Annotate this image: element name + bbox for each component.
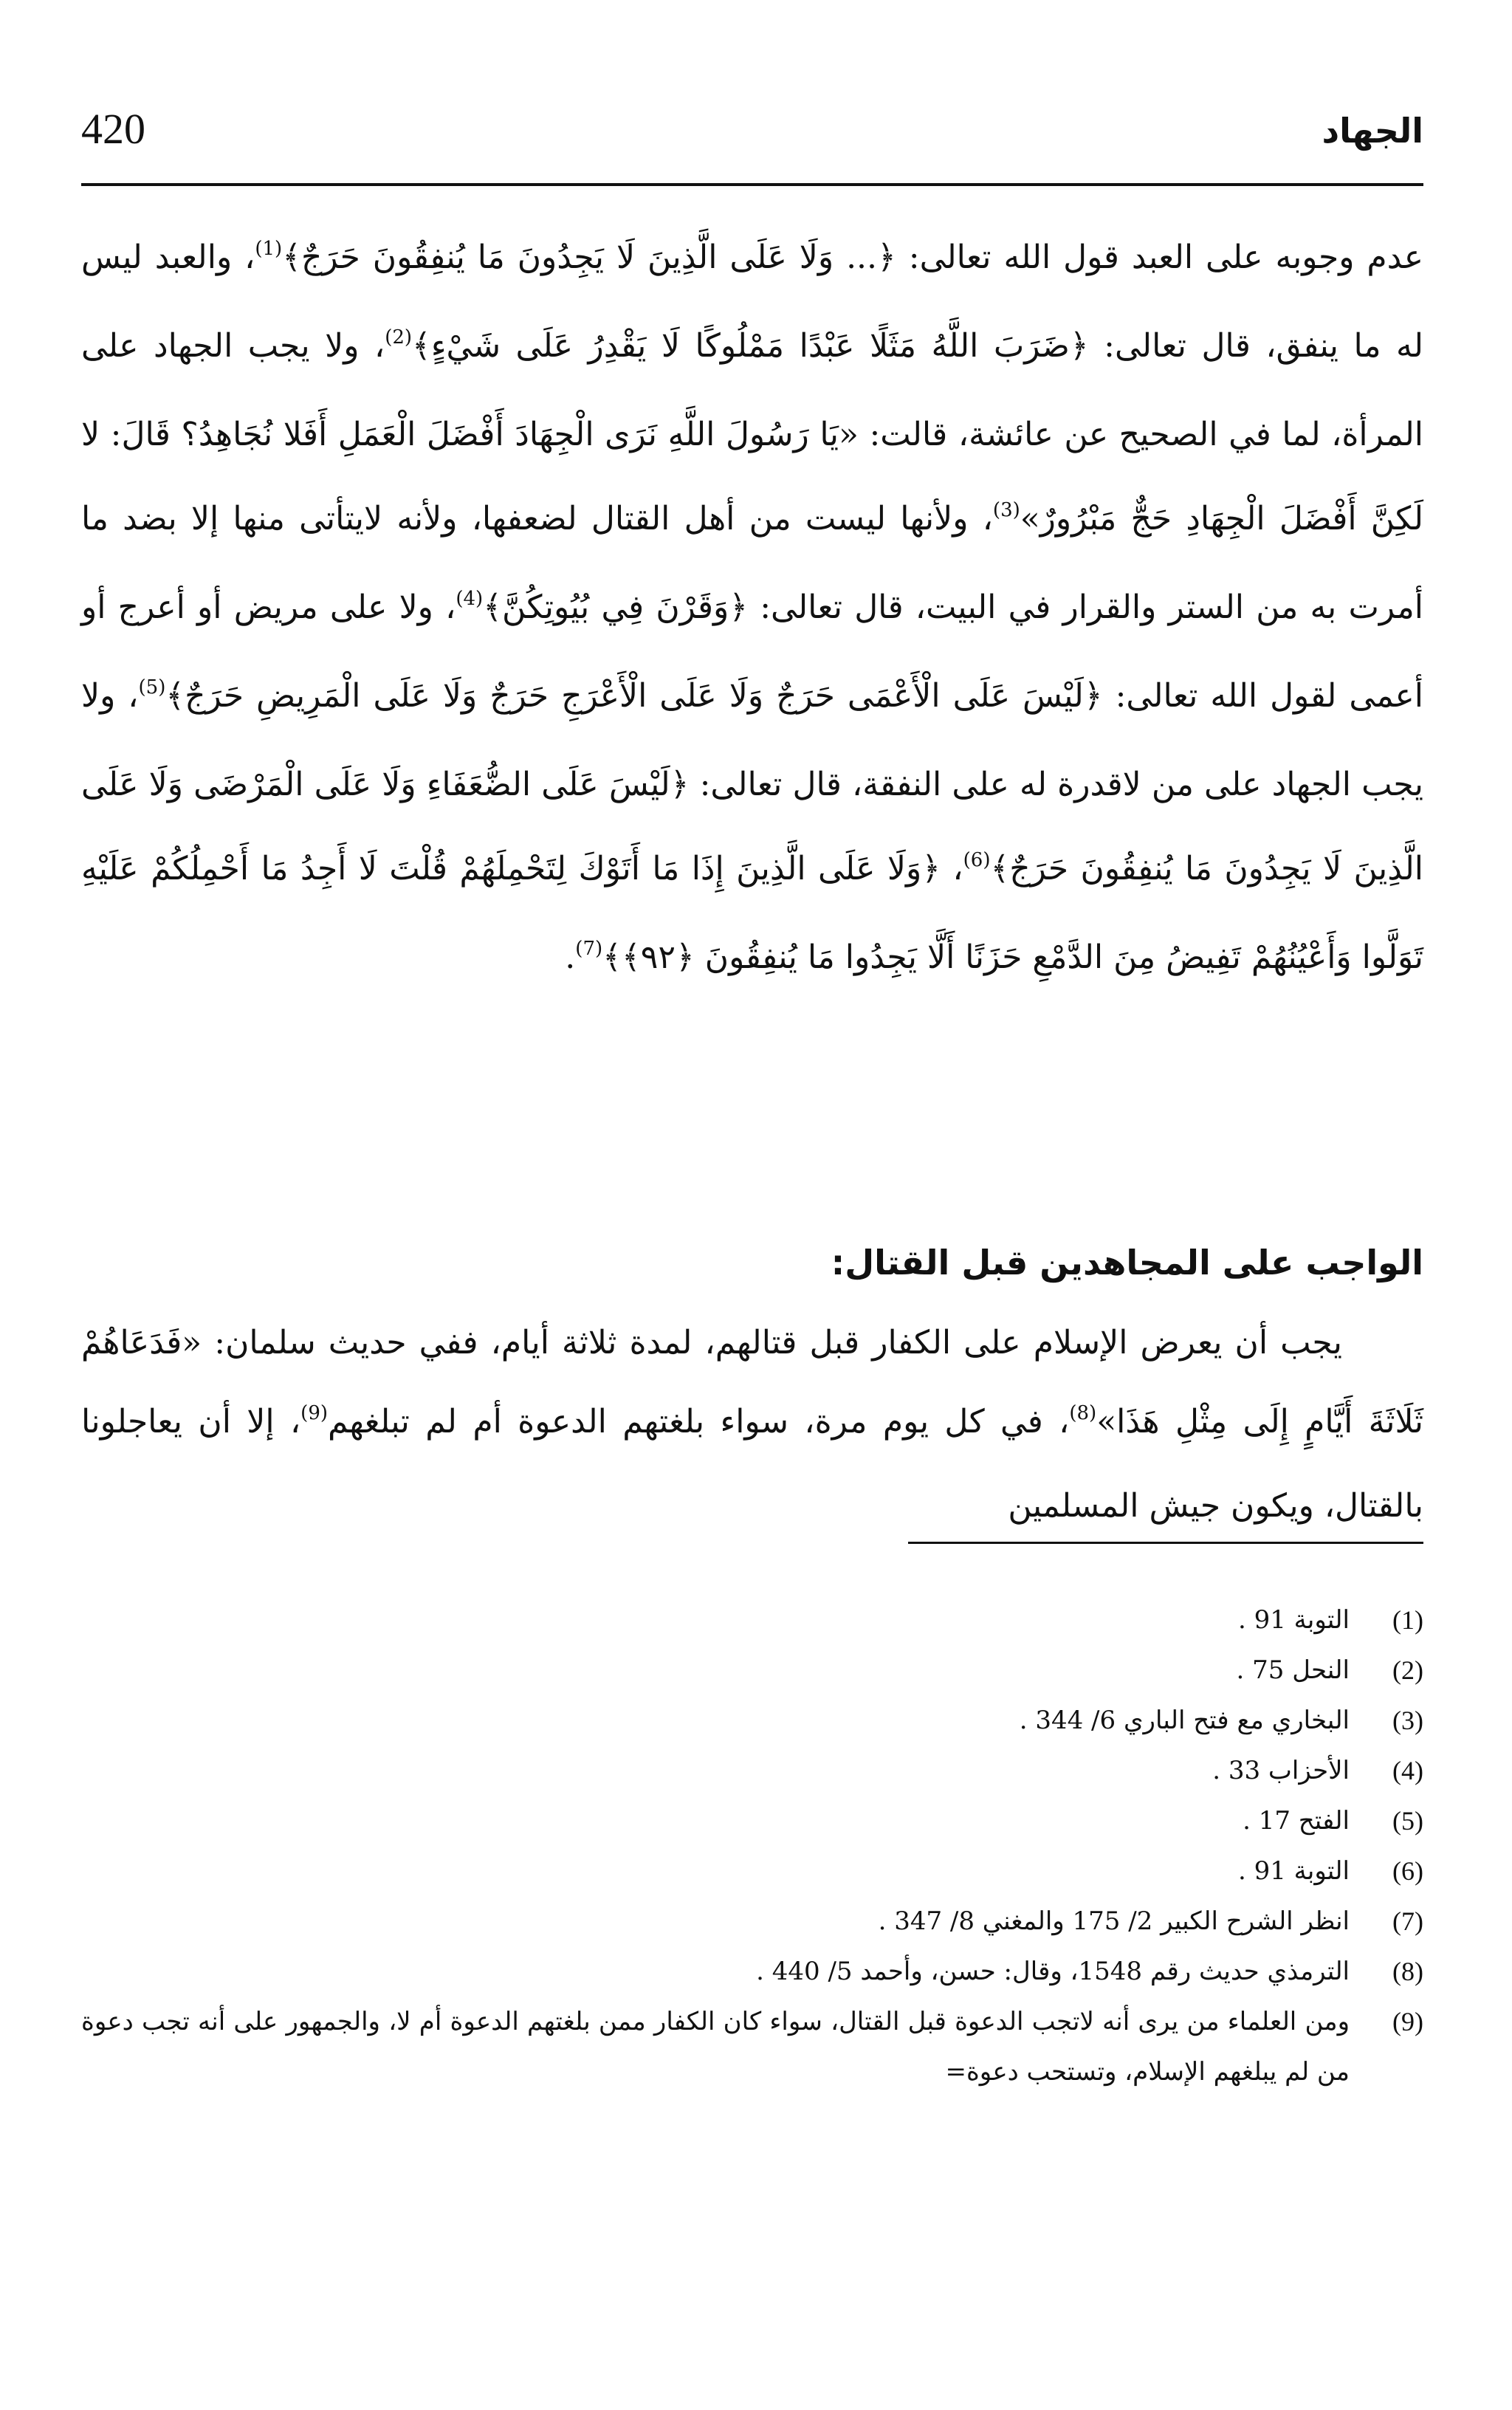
footnote-item — [81, 1946, 1423, 1997]
footnote-text: ومن العلماء من يرى أنه لاتجب الدعوة قبل القتال، سواء كان الكفار ممن بلغتهم الدعوة أم لا، والجمهور على أنه تجب دعوة من لم يبلغهم الإسلام، وتستحب دعوة= — [81, 2007, 1350, 2087]
footnote-ref[interactable]: (5) — [138, 676, 166, 698]
footnote-number: (4) — [1392, 1756, 1423, 1785]
footnote-item — [81, 1695, 1423, 1745]
footnote-text: التوبة 91 . — [1237, 1605, 1350, 1635]
text-segment: ، إلا أن يعاجلونا بالقتال، ويكون جيش المسلمين — [81, 1403, 1423, 1525]
footnote-item — [81, 1896, 1423, 1946]
footnote-text: التوبة 91 . — [1237, 1856, 1350, 1886]
text-segment: عدم وجوبه على العبد قول الله تعالى: — [896, 238, 1423, 276]
text-segment: ، ولا على مريض أو أعرج أو أعمى لقول الله تعالى: — [81, 588, 1424, 715]
footnote-number: (2) — [1392, 1655, 1423, 1685]
quran-verse: ﴿وَلَا عَلَى الَّذِينَ إِذَا مَا أَتَوْكَ لِتَحْمِلَهُمْ قُلْتَ لَا أَجِدُ مَا أَحْمِلُكُمْ عَلَيْهِ تَوَلَّوا وَأَعْيُنُهُمْ تَفِيضُ مِنَ الدَّمْعِ حَزَنًا أَلَّا يَجِدُوا مَا يُنفِقُونَ ﴿٩٢﴾﴾ — [81, 850, 1423, 976]
footnote-item — [81, 1997, 1423, 2097]
footnote-text: الترمذي حديث رقم 1548، وقال: حسن، وأحمد 5/ 440 . — [756, 1957, 1350, 1986]
quran-verse: ﴿ضَرَبَ اللَّهُ مَثَلًا عَبْدًا مَمْلُوكًا لَا يَقْدِرُ عَلَى شَيْءٍ﴾ — [412, 327, 1089, 365]
running-title: الجهاد — [1322, 111, 1423, 151]
footnote-item — [81, 1796, 1423, 1846]
footnote-number: (8) — [1392, 1957, 1423, 1986]
text-segment: . — [565, 938, 576, 976]
quran-verse: ﴿لَيْسَ عَلَى الْأَعْمَى حَرَجٌ وَلَا عَلَى الْأَعْرَجِ حَرَجٌ وَلَا عَلَى الْمَرِيضِ حَرَجٌ﴾ — [165, 677, 1103, 715]
footnote-number: (5) — [1392, 1806, 1423, 1836]
section-heading: الواجب على المجاهدين قبل القتال: — [831, 1243, 1423, 1283]
footnote-text: النحل 75 . — [1236, 1655, 1350, 1685]
header-rule — [81, 183, 1423, 186]
footnote-number: (7) — [1392, 1906, 1423, 1936]
footnote-item — [81, 1645, 1423, 1695]
footnote-ref[interactable]: (4) — [456, 588, 484, 610]
footnote-item — [81, 1846, 1423, 1896]
footnote-ref[interactable]: (1) — [255, 238, 283, 260]
footnote-number: (1) — [1392, 1605, 1423, 1635]
quran-verse: ﴿... وَلَا عَلَى الَّذِينَ لَا يَجِدُونَ مَا يُنفِقُونَ حَرَجٌ﴾ — [282, 238, 896, 276]
footnote-ref[interactable]: (8) — [1069, 1402, 1097, 1424]
footnote-ref[interactable]: (6) — [963, 849, 991, 871]
footnote-rule — [908, 1542, 1423, 1544]
footnote-ref[interactable]: (7) — [575, 938, 603, 960]
main-paragraph — [81, 216, 1423, 1004]
quran-verse: ﴿وَقَرْنَ فِي بُيُوتِكُنَّ﴾ — [483, 588, 749, 626]
footnote-ref[interactable]: (3) — [992, 499, 1020, 521]
footnote-ref[interactable]: (9) — [300, 1402, 329, 1424]
footnotes-list — [81, 1595, 1423, 2097]
footnote-text: انظر الشرح الكبير 2/ 175 والمغني 8/ 347 . — [878, 1906, 1350, 1936]
text-segment: يجب أن يعرض الإسلام على الكفار قبل قتالهم، لمدة ثلاثة أيام، ففي حديث سلمان: «فَدَعَاهُمْ ثَلَاثَةَ أَيَّامٍ إِلَى مِثْلِ هَذَا» — [81, 1324, 1423, 1441]
text-segment: ، ولا يجب الجهاد على من لاقدرة له على النفقة، قال تعالى: — [81, 677, 1423, 803]
text-segment: ، ولا يجب الجهاد على المرأة، لما في الصحيح عن عائشة، قالت: «يَا رَسُولَ اللَّهِ نَرَى الْجِهَادَ أَفْضَلَ الْعَمَلِ أَفَلا نُجَاهِدُ؟ قَالَ: لا لَكِنَّ أَفْضَلَ الْجِهَادِ حَجٌّ مَبْرُورٌ» — [81, 327, 1424, 538]
text-segment: ، في كل يوم مرة، سواء بلغتهم الدعوة أم لم تبلغهم — [328, 1403, 1070, 1441]
text-segment: ، ولأنها ليست من أهل القتال لضعفها، ولأنه لايتأتى منها إلا بضد ما أمرت به من الستر والقرار في البيت، قال تعالى: — [81, 500, 1423, 626]
footnote-item — [81, 1745, 1423, 1796]
text-segment: ، والعبد ليس له ما ينفق، قال تعالى: — [81, 238, 1423, 365]
footnote-ref[interactable]: (2) — [385, 326, 413, 349]
page-header — [81, 103, 1423, 177]
footnote-number: (3) — [1392, 1706, 1423, 1735]
text-segment: ، — [941, 850, 963, 888]
footnote-text: الفتح 17 . — [1243, 1806, 1350, 1836]
footnote-item — [81, 1595, 1423, 1645]
footnote-number: (9) — [1392, 2007, 1423, 2036]
footnote-number: (6) — [1392, 1856, 1423, 1886]
quran-verse: ﴿لَيْسَ عَلَى الضُّعَفَاءِ وَلَا عَلَى الْمَرْضَى وَلَا عَلَى الَّذِينَ لَا يَجِدُونَ مَا يُنفِقُونَ حَرَجٌ﴾ — [81, 766, 1424, 888]
section-paragraph — [81, 1303, 1423, 1545]
footnote-text: البخاري مع فتح الباري 6/ 344 . — [1019, 1706, 1350, 1735]
footnote-text: الأحزاب 33 . — [1212, 1756, 1350, 1785]
page-number: 420 — [81, 105, 145, 153]
